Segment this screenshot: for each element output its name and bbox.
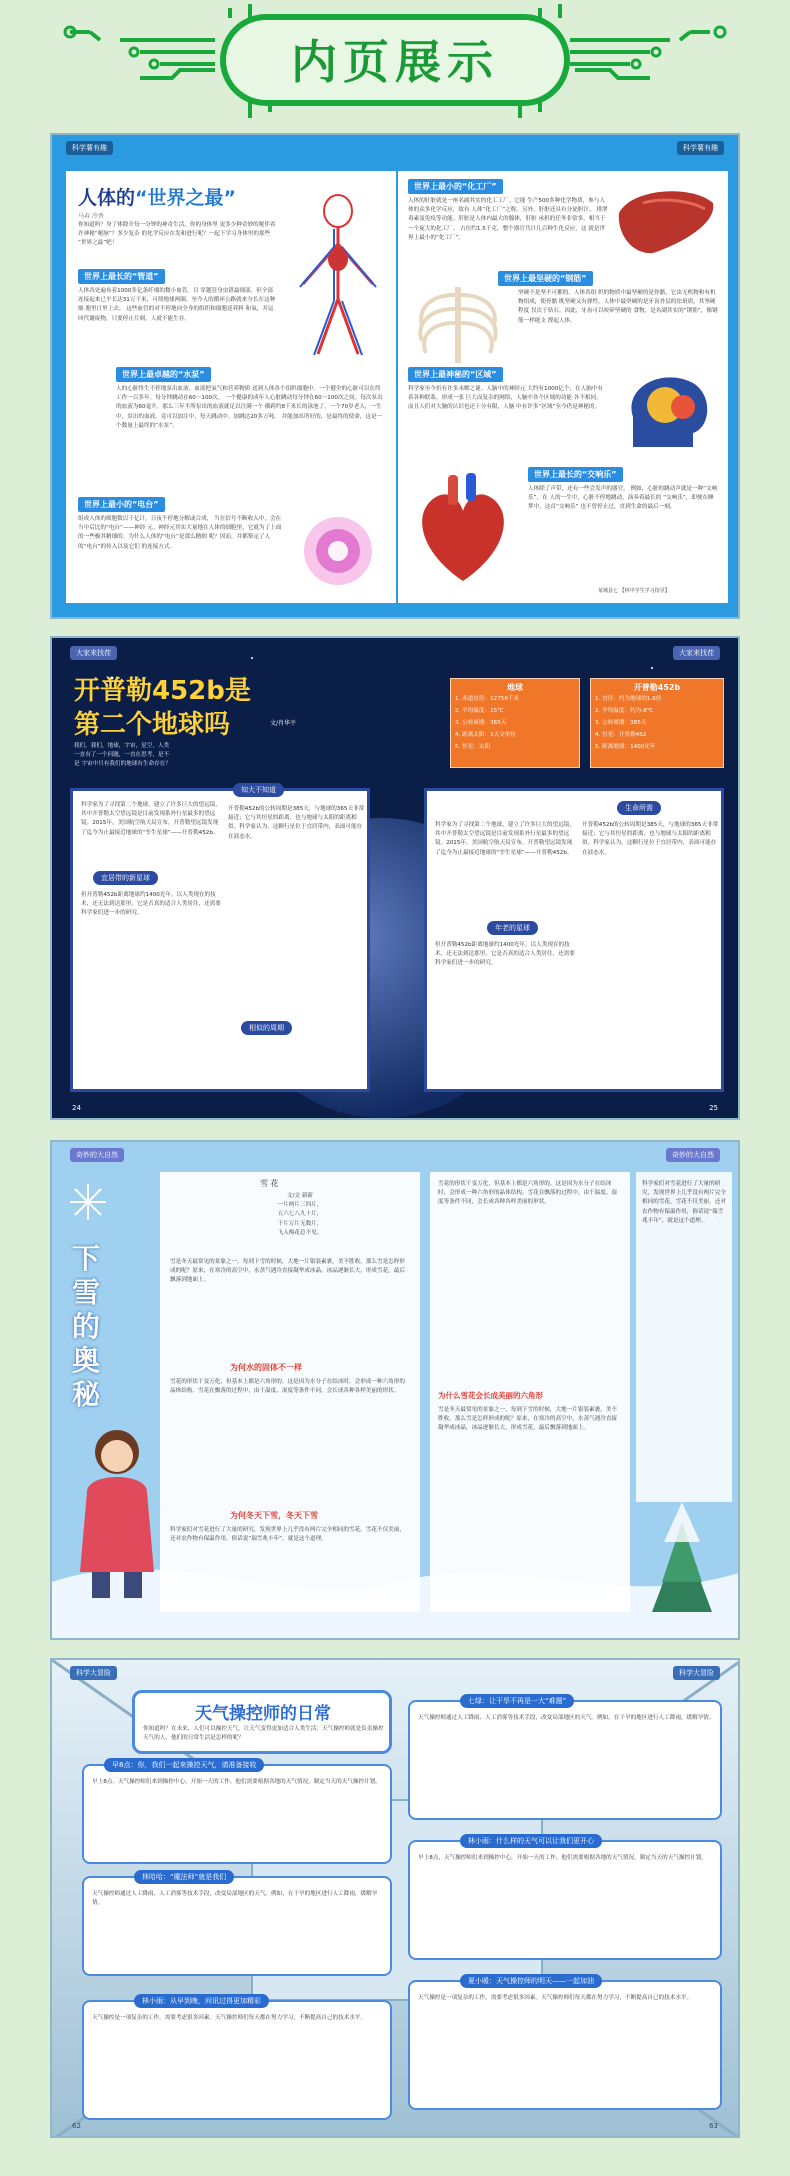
page-number-right: 63 — [709, 2122, 718, 2130]
section-radio-heading: 世界上最小的“电台” — [78, 497, 165, 512]
section-tag-right: 科学大冒险 — [673, 1666, 720, 1680]
left-text-2: 开普勒452b的公转周期是385天，与地球的365天非常接近；它与其恒星的距离，也与地球与太阳的距离相似。科学家认为，这颗行星位于宜居带内，表面可能存在液态水。 — [228, 806, 365, 840]
author: 文/肖华平 — [270, 720, 297, 727]
kepler-row-5: 5. 距离地球：1400光年 — [595, 744, 656, 750]
story-text-2: 天气操控师通过人工降雨、人工消雾等技术手段，改变局部地区的天气。例如，在干旱的地区进行人工降雨，缓解旱情。 — [92, 1891, 378, 1907]
story-text-6: 天气操控是一项复杂的工作，需要考虑很多因素。天气操控师们每天都在努力学习，不断提高自己的技术水平。 — [418, 1995, 693, 2001]
snowflake-icon — [68, 1182, 108, 1222]
snow-text-5: 雪是冬天最常见的景象之一，每到下雪的时候，大地一片银装素裹，美不胜收。那么雪是怎样形成的呢？原来，在寒冷的高空中，水蒸气遇冷直接凝华成冰晶，冰晶逐渐长大，形成雪花，最后飘落到地面上。 — [438, 1407, 618, 1432]
kepler-row-3: 3. 公转周期：385天 — [595, 720, 647, 726]
section-long-text: 人体各处遍布着1000多亿条纤细的微小血管。目 穿越管身虫错最细部，但全部连接起来已平长达31万千米，可绕地球两圈。至今人的循环公路就来分长在这种细 胞里日里上去。 这些血管的对不停地向全身的组织和细胞送养料 和氧，并运回代谢废物，只要停止片刻，人就不能生存。 — [78, 288, 276, 322]
story-text-4: 天气操控师通过人工降雨、人工消雾等技术手段，改变局部地区的天气。例如，在干旱的地区进行人工降雨，缓解旱情。 — [418, 1715, 715, 1721]
section-pump-heading: 世界上最卓越的“水泵” — [116, 367, 211, 382]
section-steel-heading: 世界上最坚硬的“钢筋” — [498, 271, 593, 286]
article-title: 人体的“世界之最” — [78, 187, 236, 209]
right-text-2: 开普勒452b的公转周期是385天，与地球的365天非常接近；它与其恒星的距离，也与地球与太阳的距离相似。科学家认为，这颗行星位于宜居带内，表面可能存在液态水。 — [582, 822, 719, 856]
kepler-card-title: 开普勒452b — [633, 683, 681, 692]
intro-text: 你知道吗？身了体除介每一分钟的神奇生活，你的身体里 更多少种奇妙的秘伴着许神秘“秘脉”？多少复杂 的化学反应在发和进行呢？一起下学习身体里的那些 “世界之最”吧！ — [78, 222, 276, 247]
story-box-6 — [408, 1977, 722, 2110]
page-footer: 某城县七 【林中学生学习指导】 — [598, 588, 670, 594]
page-number-left: 62 — [72, 2122, 81, 2130]
bubble-old: 年老的星球 — [487, 921, 538, 935]
left-text-3: 但开普勒452b距离地球约1400光年，以人类现在的技术，还无法到达那里。它是否真的适合人类居住，还需要科学家们进一步的研究。 — [81, 892, 221, 917]
section-long-heading: 世界上最长的“管道” — [78, 269, 165, 284]
right-text-panel — [636, 1172, 732, 1502]
right-text-1: 科学家为了寻找第二个地球，建立了许多巨大的望远镜，其中开普勒太空望远镜是目前发现系外行星最多的望远镜。2015年，美国航空航天局宣布，开普勒望远镜发现了迄今为止最接近地球的“孪生星球”——开普勒452b。 — [435, 822, 575, 856]
section-area-text: 科学家至今仍有许多未解之谜。人脑中的神经元 大约有1000亿个，在人脑中有着各种联系，形成一张 巨大而复杂的网络，人脑中各个区域的功能 各不相同，而且人们对大脑的认识也还十分有限，人脑 中有许多“区域”至今仍是神秘的。 — [408, 386, 603, 411]
story-box-1 — [82, 1761, 392, 1864]
left-article-box — [70, 788, 370, 1092]
earth-row-5: 5. 恒星：太阳 — [455, 744, 491, 750]
intro-text: 你知道吗？在未来，人们可以操控天气，让天气变得更加适合人类生活。天气操控师就是负责操控天气的人，他们的日常生活是怎样的呢？ — [143, 1726, 384, 1742]
section-steel-text: 坚硬不是坚不可摧的。人体各组 织的物质中最坚硬的是骨骼，它由无机物和有机物组成，使骨骼 既坚硬又有弹性。人体中最坚硬的是牙齿外层的珐琅质，其坚硬程度 仅次于钻石。因此，牙齿可以咬碎坚硬的 食物，是名副其实的“钢筋”，像钢筋一样能支 撑起人体。 — [518, 290, 718, 324]
kepler-row-4: 4. 恒星：开普勒452 — [595, 732, 647, 738]
section-tag-right: 大家来找茬 — [673, 646, 720, 660]
story-text-3: 天气操控是一项复杂的工作，需要考虑很多因素。天气操控师们每天都在努力学习，不断提高自己的技术水平。 — [92, 2015, 367, 2021]
poem-title: 雪 花 — [260, 1179, 279, 1188]
snow-text-3: 科学家们对雪花进行了大量的研究，发现世界上几乎没有两片完全相同的雪花。雪花不仅美丽，还对农作物有保温作用，俗话说“瑞雪兆丰年”，就是这个道理。 — [170, 1527, 405, 1543]
snow-heading-3: 为什么雪花会长成美丽的六角形 — [438, 1391, 543, 1400]
section-radio-text: 组成人体的细胞数以千亿计，日夜不停地分解或合成， 当在信号不断收入中，会在当中后比的“电台”——神经 元。神经元其实大量地在人体的细胞里，它就为了上面 的一些极其精细的。为什么人体的“电台”是那么精细 呢？因而，并都鉴定了人的“电台”的传入以及它们 的连接方式。 — [78, 516, 282, 550]
article-title-line2: 第二个地球吗 — [74, 710, 231, 740]
article-title: 天气操控师的日常 — [195, 1704, 331, 1724]
story-heading-2: 林哈哈：“魔法师”就是我们 — [134, 1870, 234, 1884]
snow-text-4: 雪花的形状千变万化，但基本上都是六角形的。这是因为水分子在结冰时，会形成一种六角形的晶体结构。雪花在飘落的过程中，由于温度、湿度等条件不同，会长成各种各样美丽的形状。 — [438, 1181, 618, 1206]
section-factory-heading: 世界上最小的“化工厂” — [408, 179, 503, 194]
brain-illustration — [613, 367, 718, 457]
earth-row-4: 4. 距离太阳：1天文单位 — [455, 732, 517, 738]
story-box-3 — [82, 1997, 392, 2120]
middle-text-panel — [430, 1172, 630, 1612]
earth-row-2: 2. 平均温度：15℃ — [455, 708, 504, 714]
heart-illustration — [408, 471, 518, 591]
right-text-3: 但开普勒452b距离地球约1400光年，以人类现在的技术，还无法到达那里。它是否真的适合人类居住，还需要科学家们进一步的研究。 — [435, 942, 575, 967]
bubble-know: 知大不知道 — [233, 783, 284, 797]
story-text-5: 早上8点，天气操控师们来到操控中心，开始一天的工作。他们需要根据各地的天气情况，制定当天的天气操控计划。 — [418, 1855, 707, 1861]
earth-card-title: 地球 — [507, 683, 523, 692]
page-number-left: 24 — [72, 1104, 81, 1112]
snow-heading-2: 为何冬天下雪，冬天下雪 — [230, 1511, 318, 1520]
snow-text-2: 雪花的形状千变万化，但基本上都是六角形的。这是因为水分子在结冰时，会形成一种六角形的晶体结构。雪花在飘落的过程中，由于温度、湿度等条件不同，会长成各种各样美丽的形状。 — [170, 1379, 405, 1395]
story-heading-6: 夏小暖：天气操控师的明天——一起加油 — [460, 1974, 602, 1988]
bubble-habitable: 宜居带的新星球 — [93, 871, 158, 885]
section-tag-left: 大家来找茬 — [70, 646, 117, 660]
author: 马春 冷香 — [78, 213, 104, 220]
story-heading-1: 早8点：你，我们一起来操控天气，请准备接收 — [104, 1758, 264, 1772]
section-tag-left: 奇妙的大自然 — [70, 1148, 124, 1162]
vascular-system-illustration — [288, 189, 388, 359]
section-area-heading: 世界上最神秘的“区域” — [408, 367, 503, 382]
section-tag-left: 科学大冒险 — [70, 1666, 117, 1680]
kepler-card — [590, 678, 724, 768]
vertical-title: 下雪的奥秘 — [72, 1242, 101, 1411]
spread-snow — [50, 1140, 740, 1640]
ribcage-illustration — [408, 281, 508, 366]
section-tag-right: 科学薯有趣 — [677, 141, 724, 155]
title-box — [132, 1690, 392, 1754]
section-voice-text: 人体除了声带，还有一些会发声的器官。 例如，心脏的跳动声就是一种“交响乐”。在 人的一生中，心脏不停地跳动，演奏着最长的 “交响乐”，即便在睡梦中，这首“交响乐” 也不曾停止过，直到生命的最后一刻。 — [528, 486, 718, 511]
left-text-1: 科学家为了寻找第二个地球，建立了许多巨大的望远镜，其中开普勒太空望远镜是目前发现系外行星最多的望远镜。2015年，美国航空航天局宣布，开普勒望远镜发现了迄今为止最接近地球的“孪生星球”——开普勒452b。 — [81, 802, 221, 836]
earth-row-1: 1. 赤道直径：12756千米 — [455, 696, 520, 702]
snow-heading-1: 为何水的固体不一样 — [230, 1363, 302, 1372]
spread-kepler — [50, 636, 740, 1120]
spread-human-body — [50, 133, 740, 619]
story-box-5 — [408, 1837, 722, 1960]
right-page — [398, 171, 728, 603]
page-header — [0, 0, 790, 125]
section-factory-text: 人体的肝脏就是一座名副其实的化工工厂。它能 生产500多种化学物质，参与人体的众多化学反应，故有 人体“化工厂”之称。另外，肝脏还具有分泌胆汁、 排泄毒素及免疫等功能。肝脏是人体内最大的腺体，肝脏 承担的任务非常多，相当于一个庞大的化工厂。 占位约1.5千克。整个器官共计几百种生化反应，这 就是世界上最小的“化工厂”。 — [408, 198, 608, 241]
story-box-4 — [408, 1697, 722, 1820]
poem: 文/文 新新 一片两片三四片， 五六七八九十片， 千片万片无数片， 飞入梅花总不见。 — [277, 1193, 323, 1236]
girl-illustration — [62, 1422, 172, 1602]
section-voice-heading: 世界上最长的“交响乐” — [528, 467, 623, 482]
snow-text-6: 科学家们对雪花进行了大量的研究，发现世界上几乎没有两片完全相同的雪花。雪花不仅美丽，还对农作物有保温作用，俗话说“瑞雪兆丰年”，就是这个道理。 — [642, 1181, 726, 1224]
earth-row-3: 3. 公转周期：365天 — [455, 720, 507, 726]
article-title-line1: 开普勒452b是 — [74, 676, 251, 706]
bubble-similar: 相似的周期 — [241, 1021, 292, 1035]
story-heading-3: 林小雨：从早到晚，问讯过得更加精彩 — [134, 1994, 269, 2008]
kepler-row-1: 1. 直径：约为地球的1.6倍 — [595, 696, 662, 702]
right-article-box — [424, 788, 724, 1092]
bubble-life: 生命所需 — [617, 801, 661, 815]
section-tag-right: 奇妙的大自然 — [666, 1148, 720, 1162]
left-page — [66, 171, 396, 603]
kepler-row-2: 2. 平均温度：约为-8℃ — [595, 708, 654, 714]
section-tag-left: 科学薯有趣 — [66, 141, 113, 155]
story-text-1: 早上8点，天气操控师们来到操控中心，开始一天的工作。他们需要根据各地的天气情况，制定当天的天气操控计划。 — [92, 1779, 381, 1785]
section-pump-text: 人的心脏终生不停地泵出血液。血液把氧气和营养物质 送到人体各个组织细胞中。一个健全的心脏可以在终工作一百多年。每分钟跳动在60～100次。 一个健康的成年人心脏跳动每分钟在60～100次之间。每次泵出的血液为60毫升。那么三年半所泵出的血液就足以注满一个 横跨约8千米长的泳池了。一个70岁老人，一生中，泵出的血液，竟可以加注中，每天跳动中。加跳达20多万吨。 并能加出所好的，是最终的使命，这是一个数量上最终的“水泵”。 — [116, 386, 383, 429]
snow-text-1: 雪是冬天最常见的景象之一，每到下雪的时候，大地一片银装素裹，美不胜收。那么雪是怎样形成的呢？原来，在寒冷的高空中，水蒸气遇冷直接凝华成冰晶，冰晶逐渐长大，形成雪花，最后飘落到地面上。 — [170, 1259, 405, 1284]
page-title: 内页展示 — [291, 35, 499, 89]
neuron-illustration — [288, 506, 388, 596]
left-text-panel — [160, 1172, 420, 1612]
story-heading-4: 七绿：让干旱不再是一大“难题” — [460, 1694, 574, 1708]
liver-illustration — [613, 183, 718, 261]
page-number-right: 25 — [709, 1104, 718, 1112]
story-box-2 — [82, 1873, 392, 1976]
earth-card — [450, 678, 580, 768]
story-heading-5: 林小雨：什么样的天气可以让我们更开心 — [460, 1834, 602, 1848]
spread-weather — [50, 1658, 740, 2138]
intro-text: 我们，我们，地球，宇宙，星空，人类 一直有了一个问题，一直在思考，是不是 宇宙中只有我们的地球有生命存在？ — [74, 743, 171, 768]
